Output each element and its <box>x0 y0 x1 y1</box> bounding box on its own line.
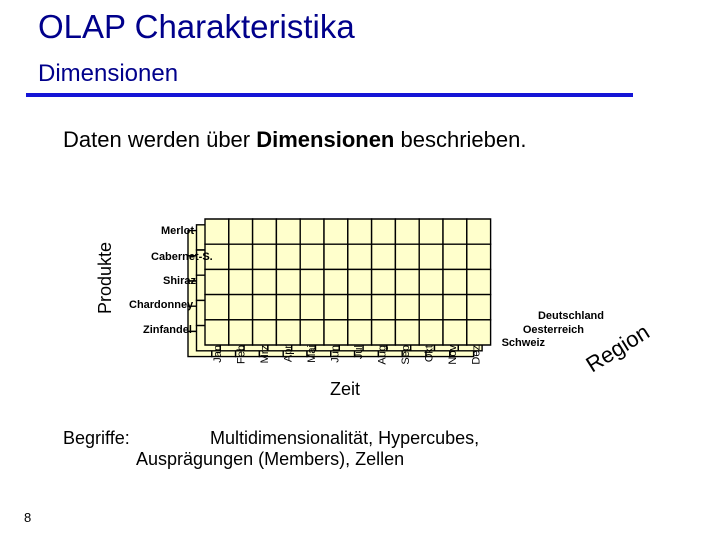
cube-cell <box>276 244 300 269</box>
cube-cell <box>253 269 277 294</box>
cube-cell <box>324 269 348 294</box>
cube-cell <box>348 295 372 320</box>
cube-cell <box>300 244 324 269</box>
cube-cell <box>253 244 277 269</box>
product-label: Shiraz <box>163 275 197 287</box>
cube-cell <box>276 320 300 345</box>
month-label: Dez <box>470 345 483 365</box>
page-number: 8 <box>24 510 32 525</box>
slide-subtitle: Dimensionen <box>38 60 179 87</box>
month-label: Sep <box>400 345 412 365</box>
cube-cell <box>324 244 348 269</box>
cube-cell <box>205 269 229 294</box>
cube-cell <box>419 269 443 294</box>
month-label: Feb <box>235 345 248 364</box>
cube-cell <box>419 295 443 320</box>
cube-cell <box>372 320 396 345</box>
cube-cell <box>300 269 324 294</box>
cube-cell <box>467 269 491 294</box>
cube-cell <box>467 219 491 244</box>
month-label: Aug <box>376 345 389 365</box>
cube-cell <box>419 320 443 345</box>
cube-cell <box>205 219 229 244</box>
cube-cell <box>229 219 253 244</box>
product-label: Merlot <box>161 225 194 237</box>
time-axis-label: Zeit <box>329 379 361 399</box>
cube-cell <box>443 219 467 244</box>
cube-cell <box>419 244 443 269</box>
region-axis-label: Region <box>581 319 654 378</box>
lead-prefix: Daten werden über <box>63 127 257 152</box>
cube-cell <box>205 320 229 345</box>
cube-cells <box>188 219 491 360</box>
cube-cell <box>372 295 396 320</box>
lead-suffix: beschrieben. <box>394 127 527 152</box>
region-label: Oesterreich <box>522 324 584 336</box>
cube-cell <box>443 269 467 294</box>
product-label: Cabernet-S. <box>151 251 213 263</box>
cube-cell <box>300 295 324 320</box>
month-label: Okt <box>423 345 436 363</box>
cube-cell <box>395 320 419 345</box>
cube-cell <box>348 320 372 345</box>
cube-cell <box>395 219 419 244</box>
month-label: Mrz <box>259 345 271 364</box>
month-label: Jun <box>329 345 342 363</box>
cube-cell <box>348 244 372 269</box>
cube-cell <box>372 244 396 269</box>
region-label: Deutschland <box>537 310 604 322</box>
cube-cell <box>276 219 300 244</box>
cube-cell <box>229 295 253 320</box>
cube-cell <box>324 320 348 345</box>
terms-line-1: Multidimensionalität, Hypercubes, <box>210 428 480 448</box>
cube-cell <box>467 244 491 269</box>
cube-cell <box>443 320 467 345</box>
cube-cell <box>348 219 372 244</box>
month-label: Nov <box>447 345 459 365</box>
cube-cell <box>300 219 324 244</box>
cube-cell <box>300 320 324 345</box>
lead-bold: Dimensionen <box>256 127 395 152</box>
month-label: Jul <box>353 345 365 360</box>
cube-cell <box>395 269 419 294</box>
terms-label: Begriffe: <box>63 428 130 448</box>
cube-cell <box>419 219 443 244</box>
cube-cell <box>324 219 348 244</box>
month-label: Mai <box>306 345 318 363</box>
cube-cell <box>395 295 419 320</box>
cube-cell <box>229 269 253 294</box>
cube-cell <box>324 295 348 320</box>
cube-cell <box>229 320 253 345</box>
product-label: Zinfandel <box>143 324 192 336</box>
products-axis-label: Produkte <box>95 241 115 314</box>
cube-cell <box>467 295 491 320</box>
product-label: Chardonney <box>129 299 194 311</box>
cube-cell <box>348 269 372 294</box>
cube-cell <box>467 320 491 345</box>
cube-cell <box>253 295 277 320</box>
cube-cell <box>276 269 300 294</box>
month-label: Apr <box>282 345 295 363</box>
cube-cell <box>276 295 300 320</box>
cube-cell <box>253 219 277 244</box>
cube-cell <box>372 219 396 244</box>
cube-cell <box>443 244 467 269</box>
cube-cell <box>205 295 229 320</box>
slide-title: OLAP Charakteristika <box>38 8 355 45</box>
terms-line-2: Ausprägungen (Members), Zellen <box>136 449 405 469</box>
cube-cell <box>443 295 467 320</box>
region-label: Schweiz <box>501 337 545 349</box>
cube-cell <box>372 269 396 294</box>
cube-cell <box>229 244 253 269</box>
month-label: Jan <box>212 345 224 363</box>
cube-cell <box>395 244 419 269</box>
cube-cell <box>253 320 277 345</box>
